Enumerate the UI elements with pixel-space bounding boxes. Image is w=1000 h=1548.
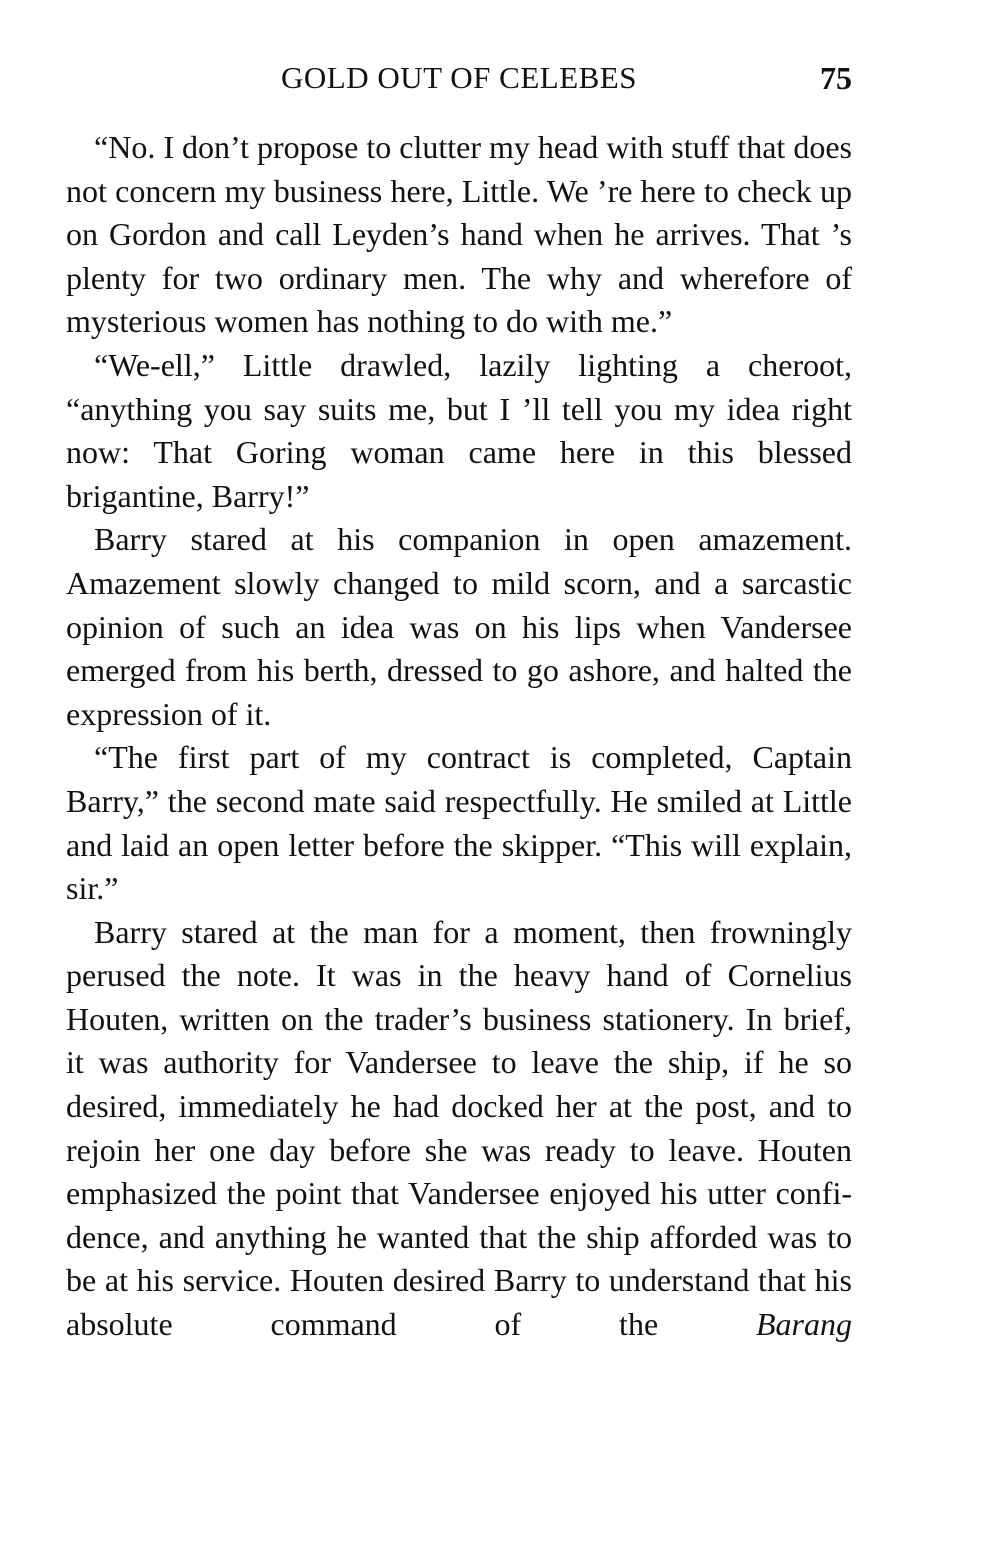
paragraph-5 [66,911,852,1347]
paragraph-3: Barry stared at his companion in open amazement. Amazement slowly changed to mild scorn, and a sarcastic opinion of such an idea was on his lips when Vandersee emerged from his berth, dressed to go ashore, and halted the expression of it. [66,521,852,732]
paragraph-4: “The first part of my contract is completed, Captain Barry,” the second mate said respectfully. He smiled at Little and laid an open letter before the skipper. “This will explain, sir.” [66,739,852,907]
paragraph-2: “We-ell,” Little drawled, lazily lighting a cheroot, “anything you say suits me, but I ’ll tell you my idea right now: That Goring woman came here in this blessed brigantine, Barry!” [66,346,852,514]
page-number: 75 [820,60,852,96]
paragraph-5-text: Barry stared at the man for a moment, then frowningly perused the note. It was in the heavy hand of Cornelius Houten, written on the trader’s business stationery. In brief, it was authority for Vandersee to leave the ship, if he so desired, immediately he had docked her at the post, and to rejoin her one day before she was ready to leave. Houten emphasized the point that Vandersee enjoyed his utter confidence, and anything he wanted that the ship afforded was to be at his service. Houten desired Barry to understand that his absolute command of the [66,913,852,1343]
ship-name-italic: Barang [756,1306,852,1343]
running-head [66,60,852,104]
body-text [66,126,852,1347]
running-title: GOLD OUT OF CELEBES [281,60,637,95]
paragraph-1: “No. I don’t propose to clutter my head with stuff that does not concern my business here, Little. We ’re here to check up on Gordon and call Leyden’s hand when he arrives. That ’s plenty for two ordinary men. The why and wherefore of mysterious women has nothing to do with me.” [66,129,852,340]
